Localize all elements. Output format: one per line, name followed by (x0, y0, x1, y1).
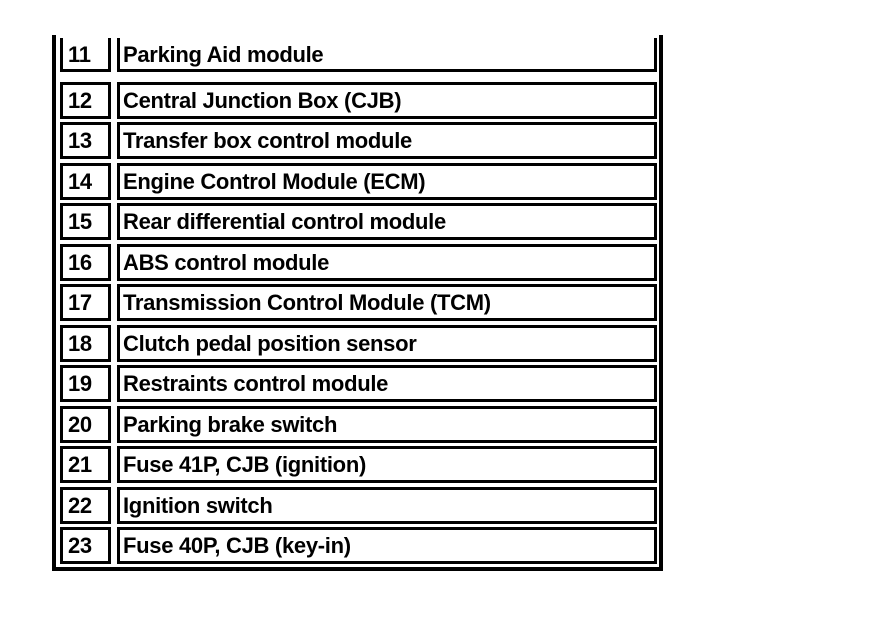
item-number: 20 (60, 406, 111, 443)
table-row (58, 284, 657, 321)
table-row (58, 446, 657, 483)
component-legend-table (52, 35, 663, 571)
item-number: 23 (60, 527, 111, 564)
item-number: 13 (60, 122, 111, 159)
item-number: 16 (60, 244, 111, 281)
item-description: Transmission Control Module (TCM) (117, 284, 657, 321)
table-row (58, 406, 657, 443)
item-number: 12 (60, 82, 111, 119)
item-description: Central Junction Box (CJB) (117, 82, 657, 119)
item-number: 22 (60, 487, 111, 524)
table-row (58, 163, 657, 200)
item-description: Engine Control Module (ECM) (117, 163, 657, 200)
item-description: Fuse 41P, CJB (ignition) (117, 446, 657, 483)
table-row (58, 487, 657, 524)
item-number: 14 (60, 163, 111, 200)
item-description: Transfer box control module (117, 122, 657, 159)
table-row (58, 325, 657, 362)
item-number: 11 (60, 38, 111, 72)
item-description: Ignition switch (117, 487, 657, 524)
table-row (58, 82, 657, 119)
table-row (58, 203, 657, 240)
item-number: 19 (60, 365, 111, 402)
item-description: ABS control module (117, 244, 657, 281)
item-number: 17 (60, 284, 111, 321)
table-row (58, 35, 657, 72)
table-row (58, 527, 657, 564)
table-row (58, 244, 657, 281)
item-number: 15 (60, 203, 111, 240)
item-description: Parking Aid module (117, 38, 657, 72)
item-description: Fuse 40P, CJB (key-in) (117, 527, 657, 564)
table-row (58, 122, 657, 159)
item-number: 21 (60, 446, 111, 483)
item-number: 18 (60, 325, 111, 362)
item-description: Clutch pedal position sensor (117, 325, 657, 362)
item-description: Parking brake switch (117, 406, 657, 443)
item-description: Rear differential control module (117, 203, 657, 240)
item-description: Restraints control module (117, 365, 657, 402)
table-row (58, 365, 657, 402)
